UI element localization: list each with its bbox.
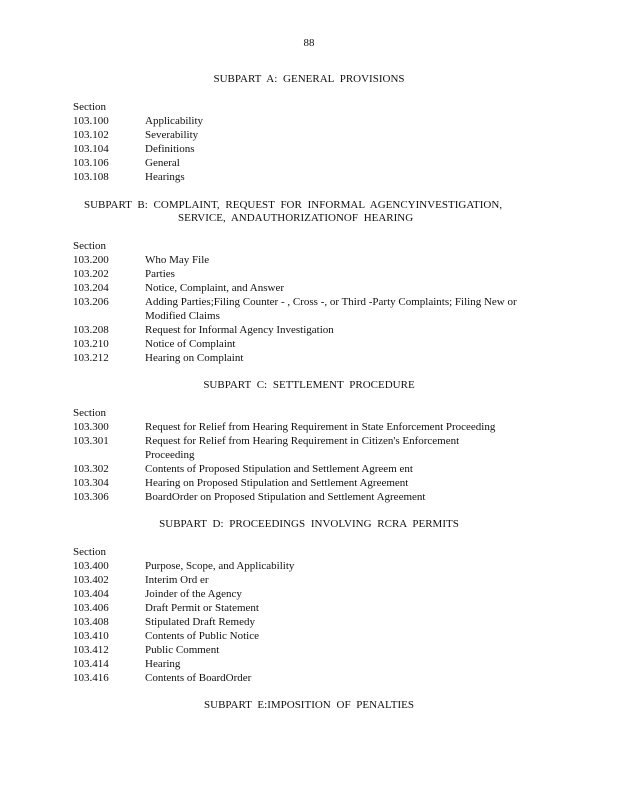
- subpart-d-heading: SUBPART D: PROCEEDINGS INVOLVING RCRA PERMITS: [159, 518, 459, 530]
- section-title: General: [145, 157, 180, 169]
- section-number: 103.204: [73, 282, 109, 294]
- section-title: Hearing on Complaint: [145, 352, 244, 364]
- section-title: Stipulated Draft Remedy: [145, 616, 255, 628]
- section-title: Hearings: [145, 171, 185, 183]
- section-number: 103.212: [73, 352, 109, 364]
- section-title: Severability: [145, 129, 199, 141]
- section-title: Interim Ord er: [145, 574, 209, 586]
- section-number: 103.402: [73, 574, 109, 586]
- page-number: 88: [303, 37, 315, 49]
- section-label: Section: [73, 240, 106, 252]
- section-title: Notice of Complaint: [145, 338, 236, 350]
- section-title: Notice, Complaint, and Answer: [145, 282, 285, 294]
- subpart-b-heading-line1: SUBPART B: COMPLAINT, REQUEST FOR INFORMAL AGENCYINVESTIGATION,: [84, 199, 503, 211]
- section-title: Adding Parties;Filing Counter - , Cross -, or Third -Party Complaints; Filing New or Modified Claims: [145, 296, 517, 322]
- section-title: Parties: [145, 268, 175, 280]
- section-title: Request for Informal Agency Investigation: [145, 324, 334, 336]
- section-number: 103.208: [73, 324, 109, 336]
- section-title: Request for Relief from Hearing Requirement in Citizen's Enforcement Proceeding: [145, 435, 460, 461]
- section-title: Applicability: [145, 115, 204, 127]
- section-number: 103.301: [73, 435, 109, 447]
- section-number: 103.414: [73, 658, 109, 670]
- section-number: 103.410: [73, 630, 109, 642]
- section-label: Section: [73, 407, 106, 419]
- section-label: Section: [73, 546, 106, 558]
- section-title: Purpose, Scope, and Applicability: [145, 560, 295, 572]
- section-title: Public Comment: [145, 644, 220, 656]
- section-title: Contents of Public Notice: [145, 630, 259, 642]
- section-number: 103.300: [73, 421, 109, 433]
- section-number: 103.404: [73, 588, 109, 600]
- subpart-a-heading: SUBPART A: GENERAL PROVISIONS: [213, 73, 405, 85]
- section-title: Joinder of the Agency: [145, 588, 242, 600]
- section-number: 103.108: [73, 171, 109, 183]
- subpart-c-heading: SUBPART C: SETTLEMENT PROCEDURE: [203, 379, 415, 391]
- section-title: Contents of BoardOrder: [145, 672, 252, 684]
- section-number: 103.210: [73, 338, 109, 350]
- section-number: 103.304: [73, 477, 109, 489]
- section-label: Section: [73, 101, 106, 113]
- section-number: 103.400: [73, 560, 109, 572]
- section-title: Draft Permit or Statement: [145, 602, 259, 614]
- section-number: 103.206: [73, 296, 109, 308]
- section-number: 103.302: [73, 463, 109, 475]
- section-title: Definitions: [145, 143, 195, 155]
- section-number: 103.412: [73, 644, 109, 656]
- section-title: Hearing: [145, 658, 181, 670]
- section-number: 103.408: [73, 616, 109, 628]
- subpart-b-heading-line2: SERVICE, ANDAUTHORIZATIONOF HEARING: [178, 212, 414, 224]
- section-number: 103.406: [73, 602, 109, 614]
- section-number: 103.102: [73, 129, 109, 141]
- section-title: BoardOrder on Proposed Stipulation and Settlement Agreement: [145, 491, 426, 503]
- section-number: 103.202: [73, 268, 109, 280]
- section-number: 103.306: [73, 491, 109, 503]
- section-title: Who May File: [145, 254, 210, 266]
- section-number: 103.416: [73, 672, 109, 684]
- section-title: Request for Relief from Hearing Requirement in State Enforcement Proceeding: [145, 421, 496, 433]
- section-title: Contents of Proposed Stipulation and Settlement Agreem ent: [145, 463, 413, 475]
- section-number: 103.106: [73, 157, 109, 169]
- section-number: 103.100: [73, 115, 109, 127]
- section-number: 103.200: [73, 254, 109, 266]
- section-number: 103.104: [73, 143, 109, 155]
- subpart-e-heading: SUBPART E:IMPOSITION OF PENALTIES: [204, 699, 414, 711]
- section-title: Hearing on Proposed Stipulation and Settlement Agreement: [145, 477, 409, 489]
